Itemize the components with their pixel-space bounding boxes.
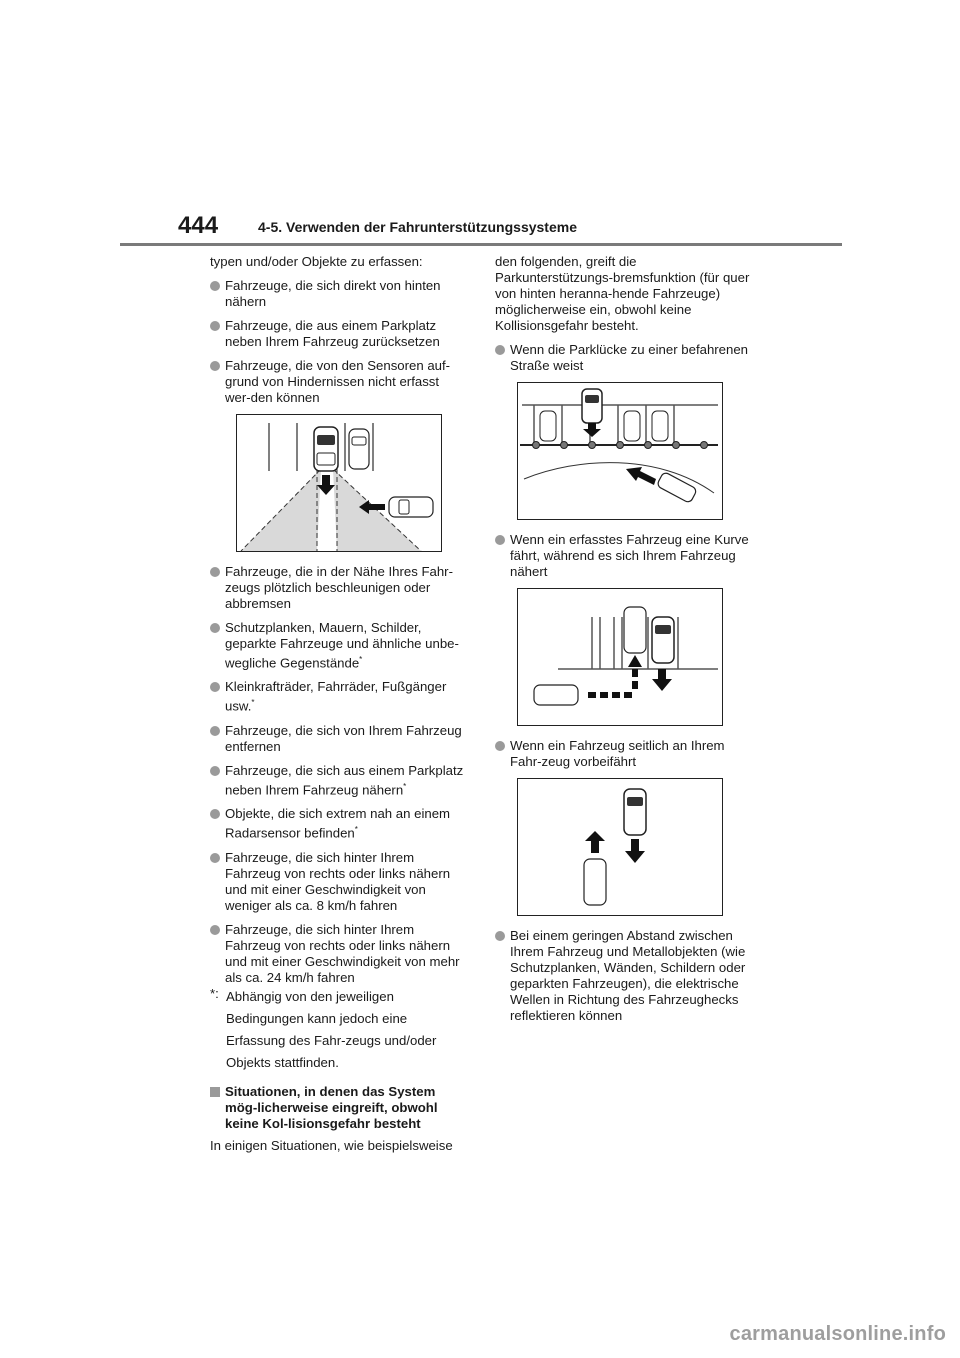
parked-car-icon bbox=[349, 429, 369, 469]
situations-heading: Situationen, in denen das System mög-licherweise eingreift, obwohl keine Kol-lisionsgefahr besteht bbox=[210, 1084, 468, 1132]
own-car-icon bbox=[652, 617, 674, 663]
list-item: Fahrzeuge, die aus einem Parkplatz neben Ihrem Fahrzeug zurücksetzen bbox=[210, 318, 468, 350]
figure-turning-vehicle bbox=[517, 588, 723, 726]
list-item: Schutzplanken, Mauern, Schilder, geparkte Fahrzeuge und ähnliche unbe-wegliche Gegenstände* bbox=[210, 620, 468, 671]
footnote: *: Abhängig von den jeweiligen Bedingungen kann jedoch eine Erfassung des Fahr-zeugs und/oder Objekts stattfinden. bbox=[210, 986, 468, 1074]
list-item: Fahrzeuge, die von den Sensoren auf-grund von Hindernissen nicht erfasst wer-den können bbox=[210, 358, 468, 406]
watermark: carmanualsonline.info bbox=[729, 1323, 946, 1345]
list-item: Wenn ein Fahrzeug seitlich an Ihrem Fahr-zeug vorbeifährt bbox=[495, 738, 753, 770]
passing-car-icon bbox=[584, 859, 606, 905]
passing-arrow-icon bbox=[585, 831, 605, 853]
approaching-car-icon bbox=[656, 471, 697, 503]
left-closing: In einigen Situationen, wie beispielsweise bbox=[210, 1137, 453, 1153]
list-item: Wenn die Parklücke zu einer befahrenen Straße weist bbox=[495, 342, 753, 374]
list-item: Wenn ein erfasstes Fahrzeug eine Kurve fährt, während es sich Ihrem Fahrzeug nähert bbox=[495, 532, 753, 580]
figure-detection-zones bbox=[236, 414, 442, 552]
list-item: Fahrzeuge, die sich direkt von hinten nähern bbox=[210, 278, 468, 310]
turning-path-icon bbox=[588, 655, 642, 698]
list-item: Fahrzeuge, die sich von Ihrem Fahrzeug entfernen bbox=[210, 723, 468, 755]
own-car-icon bbox=[624, 789, 646, 835]
parked-cars bbox=[540, 411, 668, 441]
parked-car-icon bbox=[624, 607, 646, 653]
header-rule bbox=[120, 243, 842, 246]
approaching-car-icon bbox=[534, 685, 578, 705]
own-car-icon bbox=[314, 427, 338, 471]
reverse-arrow-icon bbox=[652, 669, 672, 691]
own-car-icon bbox=[582, 389, 602, 423]
list-item: Fahrzeuge, die sich hinter Ihrem Fahrzeug von rechts oder links nähern und mit einer Geschwindigkeit von mehr als ca. 24 km/h fahren bbox=[210, 922, 468, 986]
section-title: 4-5. Verwenden der Fahrunterstützungssysteme bbox=[258, 219, 577, 235]
right-intro: den folgenden, greift die Parkunterstützungs-bremsfunktion (für quer von hinten heranna-hende Fahrzeuge) möglicherweise ein, obwohl keine Kollisionsgefahr besteht. bbox=[495, 254, 750, 333]
reverse-arrow-icon bbox=[625, 839, 645, 863]
approaching-car-icon bbox=[389, 497, 433, 517]
list-item: Fahrzeuge, die sich aus einem Parkplatz neben Ihrem Fahrzeug nähern* bbox=[210, 763, 468, 798]
left-intro: typen und/oder Objekte zu erfassen: bbox=[210, 254, 423, 269]
footnote-mark: *: bbox=[210, 985, 219, 1001]
list-item: Fahrzeuge, die sich hinter Ihrem Fahrzeug von rechts oder links nähern und mit einer Geschwindigkeit von weniger als ca. 8 km/h fahren bbox=[210, 850, 468, 914]
figure-parking-toward-road bbox=[517, 382, 723, 520]
right-column bbox=[495, 254, 753, 1032]
page-number: 444 bbox=[178, 212, 219, 239]
approach-arrow-icon bbox=[626, 467, 656, 485]
list-item: Bei einem geringen Abstand zwischen Ihrem Fahrzeug und Metallobjekten (wie Schutzplanken, Wänden, Schildern oder geparkten Fahrzeugen), die elektrische Wellen in Richtung des Fahrzeughecks reflektieren können bbox=[495, 928, 753, 1024]
left-column bbox=[210, 254, 468, 1162]
list-item: Objekte, die sich extrem nah an einem Radarsensor befinden* bbox=[210, 806, 468, 841]
list-item: Fahrzeuge, die in der Nähe Ihres Fahr-zeugs plötzlich beschleunigen oder abbremsen bbox=[210, 564, 468, 612]
list-item: Kleinkrafträder, Fahrräder, Fußgänger usw.* bbox=[210, 679, 468, 714]
reverse-arrow-icon bbox=[583, 423, 601, 437]
figure-passing-vehicle bbox=[517, 778, 723, 916]
